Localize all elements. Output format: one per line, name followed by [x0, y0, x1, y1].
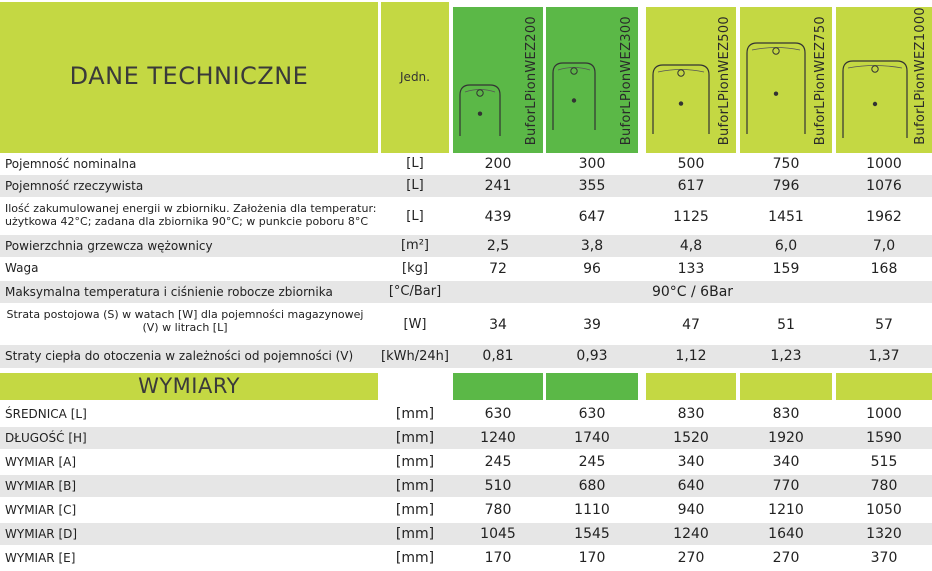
dimension-value: 630: [484, 406, 512, 422]
row-label: Pojemność rzeczywista: [5, 179, 144, 193]
value-cell: 1,37: [868, 348, 900, 364]
dimension-unit: [mm]: [395, 550, 435, 566]
value-cell: 2,5: [486, 237, 510, 254]
dimension-value: 170: [484, 550, 512, 566]
value-cell: 355: [578, 177, 606, 194]
dimension-label: DŁUGOŚĆ [H]: [5, 431, 87, 445]
row-label: Pojemność nominalna: [5, 157, 137, 171]
dimension-unit: [mm]: [395, 526, 435, 542]
dimension-value: 830: [772, 406, 800, 422]
tank-icon: [652, 64, 710, 136]
dimension-value: 1110: [574, 502, 610, 518]
value-cell: 3,8: [580, 237, 604, 254]
dimension-value: 1320: [866, 526, 902, 542]
value-cell: 750: [772, 155, 800, 172]
product-header-5: [836, 7, 932, 153]
value-cell: 241: [484, 177, 512, 194]
value-cell: 1,23: [770, 348, 802, 364]
dimensions-product-bar: [546, 373, 638, 400]
product-header-1: [453, 7, 543, 153]
dimension-unit: [mm]: [395, 502, 435, 518]
value-cell: 617: [677, 177, 705, 194]
value-cell: 1076: [866, 177, 902, 194]
row-label: Waga: [5, 261, 39, 275]
product-header-4: [740, 7, 832, 153]
dimension-value: 940: [677, 502, 705, 518]
value-cell: 300: [578, 155, 606, 172]
product-name: BuforLPionWEZ500: [717, 15, 732, 145]
dimension-value: 780: [484, 502, 512, 518]
value-cell: 0,81: [482, 348, 514, 364]
merged-value: 90°C / 6Bar: [651, 283, 734, 300]
row-label: Strata postojowa (S) w watach [W] dla pojemności magazynowej (V) w litrach [L]: [6, 308, 364, 334]
dimension-value: 170: [578, 550, 606, 566]
value-cell: 168: [870, 260, 898, 277]
value-cell: 1962: [866, 208, 902, 225]
product-name: BuforLPionWEZ300: [619, 15, 634, 145]
row-unit: [°C/Bar]: [388, 284, 442, 299]
dimensions-product-bar: [836, 373, 932, 400]
value-cell: 796: [772, 177, 800, 194]
dimension-value: 1210: [768, 502, 804, 518]
row-unit: [L]: [406, 178, 424, 193]
value-cell: 647: [578, 208, 606, 225]
dimension-value: 1050: [866, 502, 902, 518]
row-label: Maksymalna temperatura i ciśnienie robocze zbiornika: [5, 285, 333, 299]
dimension-value: 1545: [574, 526, 610, 542]
dimension-value: 1045: [480, 526, 516, 542]
value-cell: 51: [777, 316, 795, 333]
dimension-label: ŚREDNICA [L]: [5, 407, 87, 421]
row-label: Ilość zakumulowanej energii w zbiorniku. Założenia dla temperatur: użytkowa 42°C; zadana dla zbiornika 90°C; w punkcie poboru 8°C: [5, 202, 377, 228]
value-cell: 1000: [866, 155, 902, 172]
dimension-label: WYMIAR [A]: [5, 455, 77, 469]
dimension-value: 680: [578, 478, 606, 494]
value-cell: 7,0: [872, 237, 896, 254]
dimensions-title: WYMIARY: [0, 373, 378, 400]
row-unit: [kWh/24h]: [381, 348, 449, 364]
dimension-value: 780: [870, 478, 898, 494]
page-title: DANE TECHNICZNE: [69, 62, 309, 90]
value-cell: 57: [875, 316, 893, 333]
dimension-value: 640: [677, 478, 705, 494]
value-cell: 1,12: [675, 348, 707, 364]
dimension-value: 340: [772, 454, 800, 470]
dimension-value: 770: [772, 478, 800, 494]
value-cell: 1451: [768, 208, 804, 225]
row-label: Powierzchnia grzewcza wężownicy: [5, 239, 213, 253]
dimension-value: 830: [677, 406, 705, 422]
dimension-value: 1000: [866, 406, 902, 422]
dimension-value: 1240: [673, 526, 709, 542]
dimension-value: 1740: [574, 430, 610, 446]
value-cell: 439: [484, 208, 512, 225]
tank-icon: [842, 60, 908, 140]
product-header-3: [646, 7, 736, 153]
dimension-label: WYMIAR [B]: [5, 479, 77, 493]
dimension-value: 510: [484, 478, 512, 494]
value-cell: 200: [484, 155, 512, 172]
row-unit: [L]: [406, 156, 424, 171]
dimension-value: 1240: [480, 430, 516, 446]
value-cell: 4,8: [679, 237, 703, 254]
product-name: BuforLPionWEZ750: [813, 15, 828, 145]
product-header-2: [546, 7, 638, 153]
dimension-value: 245: [578, 454, 606, 470]
row-unit: [m²]: [400, 238, 430, 253]
dimensions-product-bar: [453, 373, 543, 400]
dimension-unit: [mm]: [395, 454, 435, 470]
value-cell: 6,0: [774, 237, 798, 254]
dimension-value: 1640: [768, 526, 804, 542]
dimension-value: 370: [870, 550, 898, 566]
dimensions-product-bar: [646, 373, 736, 400]
value-cell: 39: [583, 316, 601, 333]
value-cell: 72: [489, 260, 507, 277]
dimension-label: WYMIAR [E]: [5, 551, 76, 565]
dimension-value: 270: [677, 550, 705, 566]
dimension-value: 245: [484, 454, 512, 470]
value-cell: 0,93: [576, 348, 608, 364]
tank-icon: [459, 84, 501, 138]
value-cell: 159: [772, 260, 800, 277]
value-cell: 500: [677, 155, 705, 172]
dimension-value: 630: [578, 406, 606, 422]
row-unit: [L]: [406, 209, 424, 224]
value-cell: 133: [677, 260, 705, 277]
value-cell: 47: [682, 316, 700, 333]
dimension-label: WYMIAR [D]: [5, 527, 78, 541]
dimension-value: 515: [870, 454, 898, 470]
dimension-unit: [mm]: [395, 430, 435, 446]
dimension-value: 340: [677, 454, 705, 470]
dimension-unit: [mm]: [395, 406, 435, 422]
dimension-value: 1520: [673, 430, 709, 446]
product-name: BuforLPionWEZ1000: [913, 7, 928, 145]
dimensions-product-bar: [740, 373, 832, 400]
tank-icon: [552, 62, 596, 132]
dimension-label: WYMIAR [C]: [5, 503, 77, 517]
row-unit: [kg]: [402, 261, 428, 276]
tank-icon: [746, 42, 806, 136]
dimension-value: 1590: [866, 430, 902, 446]
dimension-value: 1920: [768, 430, 804, 446]
unit-column-label: Jedn.: [400, 70, 430, 84]
dimension-value: 270: [772, 550, 800, 566]
row-label: Straty ciepła do otoczenia w zależności od pojemności (V): [5, 349, 354, 363]
product-name: BuforLPionWEZ200: [524, 15, 539, 145]
dimension-unit: [mm]: [395, 478, 435, 494]
row-unit: [W]: [403, 317, 427, 332]
value-cell: 96: [583, 260, 601, 277]
value-cell: 34: [489, 316, 507, 333]
value-cell: 1125: [673, 208, 709, 225]
